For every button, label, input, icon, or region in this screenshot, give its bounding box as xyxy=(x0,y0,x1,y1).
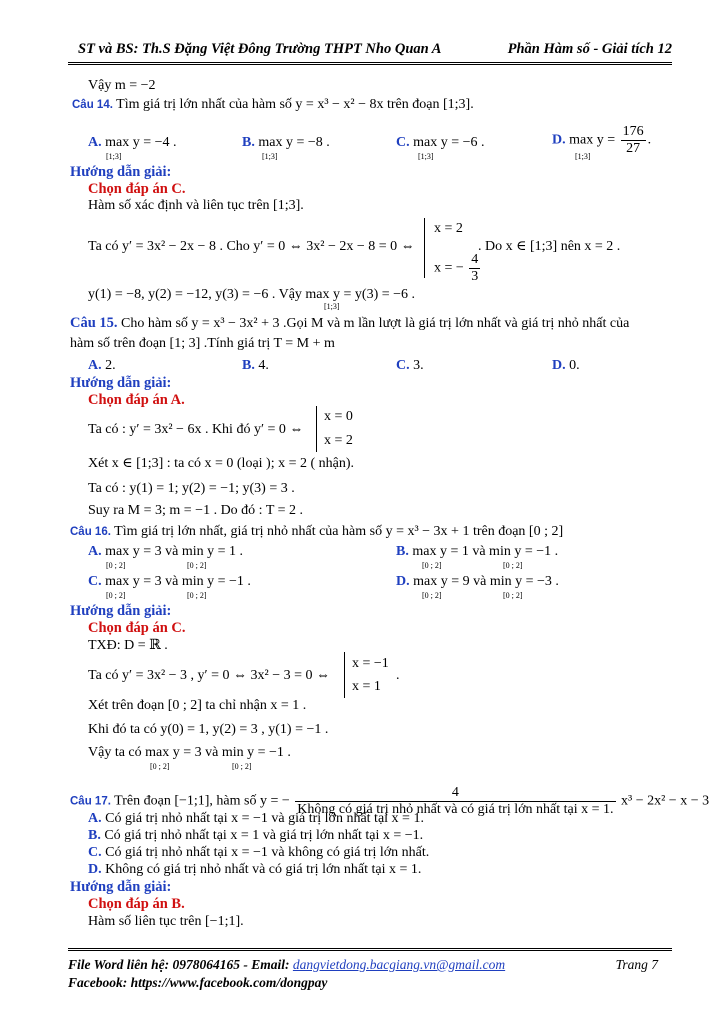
option-text: max y = −8 . xyxy=(258,135,330,150)
subscript: [0 ; 2] xyxy=(422,561,442,570)
page-number: Trang 7 xyxy=(615,957,658,972)
numerator: 4 xyxy=(295,785,615,802)
option-label: B. xyxy=(88,828,101,843)
option-label: C. xyxy=(396,135,410,150)
solution-heading: Hướng dẫn giải: xyxy=(70,603,172,619)
text-line: Ta có y′ = 3x² − 3 , y′ = 0 ⇔ 3x² − 3 = 0 ⇔ xyxy=(88,668,330,683)
option-label: A. xyxy=(88,811,102,826)
subscript: [0 ; 2] xyxy=(187,561,207,570)
root-2: x = 1 xyxy=(352,679,381,694)
numerator: 176 xyxy=(622,124,644,139)
fraction xyxy=(621,124,646,157)
option-text: max y = xyxy=(569,132,616,148)
option-b xyxy=(242,134,330,152)
option-c xyxy=(396,134,485,152)
option-text: max y = 9 và min y = −3 . xyxy=(413,574,559,589)
subscript: [0 ; 2] xyxy=(150,762,170,771)
contact-text: File Word liên hệ: 0978064165 - Email: xyxy=(68,957,293,972)
page-header xyxy=(68,38,672,62)
header-section: Phần Hàm số - Giải tích 12 xyxy=(507,41,672,57)
question-label: Câu 14. xyxy=(72,99,113,111)
email-link[interactable]: dangvietdong.bacgiang.vn@gmail.com xyxy=(292,957,506,972)
answer-choice: Chọn đáp án A. xyxy=(88,392,185,408)
option-label: B. xyxy=(396,544,409,559)
question-text: Trên đoạn [−1;1], hàm số y = − xyxy=(114,793,290,809)
question-text: Tìm giá trị lớn nhất của hàm số y = x³ − x² − 8x trên đoạn [1;3]. xyxy=(116,97,474,112)
text-line: Vậy ta có max y = 3 và min y = −1 . xyxy=(88,745,291,760)
option-text: 3. xyxy=(413,358,424,373)
option-d xyxy=(396,573,559,591)
option-label: D. xyxy=(396,574,410,589)
bracket xyxy=(424,218,425,278)
text-line: hàm số trên đoạn [1; 3] .Tính giá trị T = M + m xyxy=(70,336,335,351)
option-label: D. xyxy=(552,358,566,373)
option-label: C. xyxy=(88,574,102,589)
subscript: [1;3] xyxy=(324,302,340,311)
option-label: D. xyxy=(552,132,566,148)
fraction xyxy=(469,252,480,285)
denominator: 3 xyxy=(471,269,479,284)
question-label: Câu 16. xyxy=(70,526,111,538)
question-text: x³ − 2x² − x − 3 xyxy=(621,793,710,809)
option-label: A. xyxy=(88,358,102,373)
solution-heading: Hướng dẫn giải: xyxy=(70,375,172,391)
option-a xyxy=(88,810,424,828)
answer-choice: Chọn đáp án C. xyxy=(88,181,186,197)
option-label: A. xyxy=(88,544,102,559)
answer-choice: Chọn đáp án C. xyxy=(88,620,186,636)
subscript: [0 ; 2] xyxy=(503,591,523,600)
option-a xyxy=(88,357,116,375)
option-text: max y = −4 . xyxy=(105,135,177,150)
header-rule xyxy=(68,62,672,65)
text-line: . Do x ∈ [1;3] nên x = 2 . xyxy=(478,239,621,254)
text-line: Suy ra M = 3; m = −1 . Do đó : T = 2 . xyxy=(88,503,304,518)
subscript: [0 ; 2] xyxy=(187,591,207,600)
subscript: [0 ; 2] xyxy=(106,591,126,600)
root-text: x = − xyxy=(434,260,464,276)
footer-contact xyxy=(68,957,505,973)
option-text: Có giá trị nhỏ nhất tại x = −1 và không có giá trị lớn nhất. xyxy=(105,845,430,860)
question-14 xyxy=(72,96,474,114)
subscript: [0 ; 2] xyxy=(503,561,523,570)
solution-heading: Hướng dẫn giải: xyxy=(70,164,172,180)
option-label: D. xyxy=(88,862,102,877)
option-label: C. xyxy=(396,358,410,373)
text-line: Xét x ∈ [1;3] : ta có x = 0 (loại ); x = 2 ( nhận). xyxy=(88,456,355,471)
root-2: x = 2 xyxy=(324,433,353,448)
option-label: B. xyxy=(242,358,255,373)
option-d xyxy=(88,861,421,879)
text-line: Hàm số xác định và liên tục trên [1;3]. xyxy=(88,198,304,213)
option-text: 0. xyxy=(569,358,580,373)
root-1: x = 0 xyxy=(324,409,353,424)
root-1: x = 2 xyxy=(434,221,463,236)
subscript: [1;3] xyxy=(418,152,434,161)
subscript: [1;3] xyxy=(262,152,278,161)
option-c xyxy=(88,844,429,862)
punctuation: . xyxy=(396,668,400,683)
option-text: max y = 1 và min y = −1 . xyxy=(412,544,559,559)
text-line: y(1) = −8, y(2) = −12, y(3) = −6 . Vậy max y = y(3) = −6 . xyxy=(88,287,416,302)
subscript: [0 ; 2] xyxy=(232,762,252,771)
question-16 xyxy=(70,523,563,541)
footer-facebook: Facebook: https://www.facebook.com/dongpay xyxy=(68,975,328,990)
question-label: Câu 15. xyxy=(70,315,118,331)
option-text: max y = 3 và min y = −1 . xyxy=(105,574,251,589)
subscript: [0 ; 2] xyxy=(106,561,126,570)
text-line: Ta có : y′ = 3x² − 6x . Khi đó y′ = 0 ⇔ xyxy=(88,422,304,437)
option-text: Có giá trị nhỏ nhất tại x = −1 và giá trị lớn nhất tại x = 1. xyxy=(105,811,424,826)
subscript: [1;3] xyxy=(575,152,591,161)
option-text: max y = 3 và min y = 1 . xyxy=(105,544,244,559)
text-line: Khi đó ta có y(0) = 1, y(2) = 3 , y(1) = −1 . xyxy=(88,722,329,737)
option-d: D. max y = $\frac{176}{27}$ . xyxy=(552,124,652,156)
option-a xyxy=(88,134,177,152)
option-d xyxy=(552,357,580,375)
option-label: C. xyxy=(88,845,102,860)
option-c xyxy=(396,357,424,375)
subscript: [1;3] xyxy=(106,152,122,161)
option-b xyxy=(396,543,558,561)
option-label: B. xyxy=(242,135,255,150)
option-b xyxy=(242,357,269,375)
question-text: Tìm giá trị lớn nhất, giá trị nhỏ nhất của hàm số y = x³ − 3x + 1 trên đoạn [0 ; 2] xyxy=(114,524,564,539)
text-line: Ta có : y(1) = 1; y(2) = −1; y(3) = 3 . xyxy=(88,481,295,496)
option-text: Không có giá trị nhỏ nhất và có giá trị lớn nhất tại x = 1. xyxy=(105,862,422,877)
option-b xyxy=(88,827,423,845)
question-15 xyxy=(70,314,629,333)
option-text: Có giá trị nhỏ nhất tại x = 1 và giá trị lớn nhất tại x = −1. xyxy=(104,828,424,843)
option-text: 4. xyxy=(258,358,269,373)
text-line: TXĐ: D = ℝ . xyxy=(88,638,168,653)
option-text: 2. xyxy=(105,358,116,373)
denominator: 27 xyxy=(626,141,641,156)
brace xyxy=(316,406,317,452)
header-author: ST và BS: Th.S Đặng Việt Đông Trường THPT Nho Quan A xyxy=(78,41,442,57)
footer-rule xyxy=(68,948,672,951)
answer-choice: Chọn đáp án B. xyxy=(88,896,185,912)
numerator: 4 xyxy=(471,252,479,267)
solution-heading: Hướng dẫn giải: xyxy=(70,879,172,895)
denominator: Không có giá trị nhỏ nhất và có giá trị lớn nhất tại x = 1. xyxy=(297,802,614,817)
text-line: Vậy m = −2 xyxy=(88,78,156,93)
bracket xyxy=(344,652,345,698)
root-1: x = −1 xyxy=(352,656,389,671)
root-2 xyxy=(434,252,482,285)
question-text: Cho hàm số y = x³ − 3x² + 3 .Gọi M và m lần lượt là giá trị lớn nhất và giá trị nhỏ nhất của xyxy=(121,316,630,331)
option-text: max y = −6 . xyxy=(413,135,485,150)
text-line: Xét trên đoạn [0 ; 2] ta chỉ nhận x = 1 . xyxy=(88,698,307,713)
option-label: A. xyxy=(88,135,102,150)
question-label: Câu 17. xyxy=(70,795,111,808)
text-line: Ta có y′ = 3x² − 2x − 8 . Cho y′ = 0 ⇔ 3x² − 2x − 8 = 0 ⇔ xyxy=(88,239,415,254)
subscript: [0 ; 2] xyxy=(422,591,442,600)
text-line: Hàm số liên tục trên [−1;1]. xyxy=(88,914,244,929)
